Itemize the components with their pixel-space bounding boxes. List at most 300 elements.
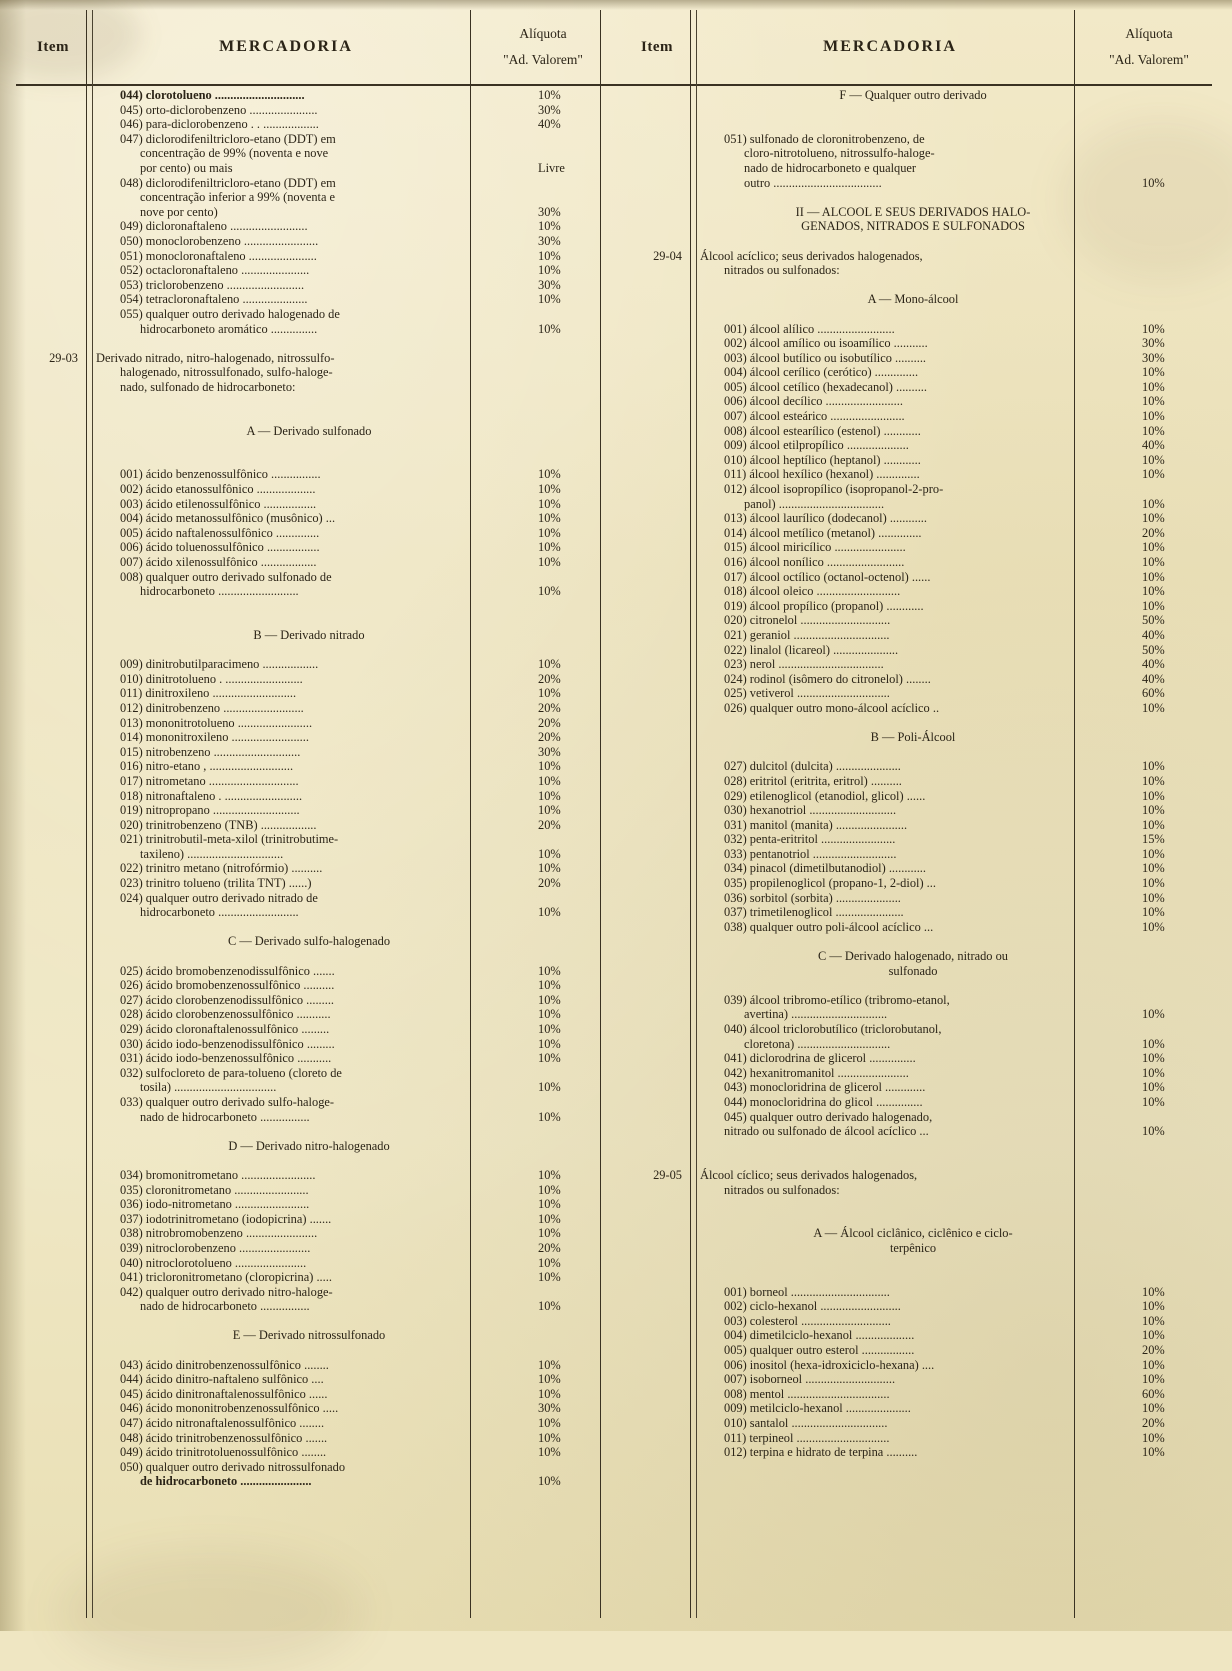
- table-row: [16, 161, 612, 176]
- row-spacer: [16, 599, 612, 614]
- row-rate: 10%: [1142, 1372, 1165, 1387]
- row-description: 026) ácido bromobenzenossulfônico ..........: [120, 978, 335, 993]
- row-rate: 10%: [1142, 321, 1165, 336]
- table-row: [16, 1358, 612, 1373]
- row-spacer: [16, 949, 612, 964]
- row-rate: 10%: [1142, 1065, 1165, 1080]
- table-row: [620, 1080, 1216, 1095]
- row-rate: 10%: [538, 1270, 561, 1285]
- row-description: 035) propilenoglicol (propano-1, 2-diol) ...: [724, 876, 936, 891]
- row-description: 010) santalol ...............................: [724, 1416, 888, 1431]
- row-rate: 10%: [1142, 1445, 1165, 1460]
- table-row: [16, 745, 612, 760]
- row-rate: 10%: [538, 1080, 561, 1095]
- row-description: 012) terpina e hidrato de terpina ..........: [724, 1445, 918, 1460]
- table-row: [620, 322, 1216, 337]
- table-row: [16, 322, 612, 337]
- row-description: concentração de 99% (noventa e nove: [140, 146, 329, 161]
- row-description: 008) mentol .................................: [724, 1386, 890, 1401]
- row-description: 001) ácido benzenossulfônico ................: [120, 467, 321, 482]
- row-rate: 10%: [538, 1386, 561, 1401]
- row-description: 007) álcool esteárico ........................: [724, 409, 905, 424]
- row-description: 005) álcool cetílico (hexadecanol) ..........: [724, 379, 927, 394]
- table-row: [620, 1168, 1216, 1183]
- row-description: 033) qualquer outro derivado sulfo-haloge-: [120, 1094, 335, 1109]
- row-description: 048) ácido trinitrobenzenossulfônico .......: [120, 1430, 328, 1445]
- row-description: terpênico: [889, 1240, 937, 1255]
- row-description: 010) álcool heptílico (heptanol) ............: [724, 452, 921, 467]
- row-rate: 10%: [1142, 700, 1165, 715]
- table-row: [620, 599, 1216, 614]
- row-rate: 20%: [1142, 525, 1165, 540]
- table-row: [16, 1197, 612, 1212]
- row-rate: 10%: [1142, 1299, 1165, 1314]
- table-row: [16, 1387, 612, 1402]
- row-description: C — Derivado halogenado, nitrado ou: [818, 949, 1008, 964]
- row-description: 014) álcool metílico (metanol) ..............: [724, 525, 922, 540]
- table-row: [620, 205, 1216, 220]
- table-row: [16, 1460, 612, 1475]
- row-description: 014) mononitroxileno .........................: [120, 730, 309, 745]
- table-row: [16, 249, 612, 264]
- row-description: 050) monoclorobenzeno ........................: [120, 233, 319, 248]
- table-row: [16, 292, 612, 307]
- table-row: [16, 555, 612, 570]
- table-row: [16, 759, 612, 774]
- table-row: [620, 832, 1216, 847]
- row-description: 018) nitronaftaleno . .........................: [120, 788, 303, 803]
- row-description: 041) diclorodrina de glicerol ...............: [724, 1051, 916, 1066]
- row-rate: 10%: [1142, 788, 1165, 803]
- row-rate: 10%: [538, 540, 561, 555]
- table-row: [16, 1080, 612, 1095]
- table-row: [16, 1285, 612, 1300]
- table-row: [16, 88, 612, 103]
- row-description: 040) álcool triclorobutílico (triclorobutanol,: [724, 1022, 942, 1036]
- row-description: tosila) .................................: [140, 1080, 277, 1095]
- table-header: [16, 10, 1212, 86]
- table-row: [620, 365, 1216, 380]
- table-row: [620, 613, 1216, 628]
- table-row: [620, 424, 1216, 439]
- row-rate: 10%: [538, 1255, 561, 1270]
- row-rate: 20%: [1142, 1416, 1165, 1431]
- row-description: 031) ácido iodo-benzenossulfônico ...........: [120, 1051, 332, 1066]
- row-description: 024) rodinol (isômero do citronelol) ........: [724, 671, 931, 686]
- table-row: [16, 497, 612, 512]
- table-row: [620, 482, 1216, 497]
- row-description: 028) ácido clorobenzenossulfônico ...........: [120, 1007, 331, 1022]
- table-row: [16, 964, 612, 979]
- row-rate: 10%: [538, 496, 561, 511]
- row-description: 008) qualquer outro derivado sulfonado de: [120, 569, 332, 584]
- table-row: [16, 103, 612, 118]
- row-description: 054) tetracloronaftaleno .....................: [120, 292, 308, 307]
- row-rate: 30%: [538, 1401, 561, 1416]
- row-rate: 10%: [538, 467, 561, 482]
- row-description: 050) qualquer outro derivado nitrossulfonado: [120, 1459, 346, 1474]
- row-rate: 30%: [538, 744, 561, 759]
- row-rate: 10%: [538, 1036, 561, 1051]
- left-column-rows: [16, 88, 612, 1489]
- row-rate: 30%: [1142, 350, 1165, 365]
- row-description: sulfonado: [888, 963, 938, 978]
- row-description: 042) hexanitromanitol .......................: [724, 1065, 909, 1080]
- row-description: 024) qualquer outro derivado nitrado de: [120, 890, 318, 905]
- table-row: [620, 1124, 1216, 1139]
- table-row: [16, 584, 612, 599]
- row-spacer: [620, 234, 1216, 249]
- row-spacer: [16, 336, 612, 351]
- row-rate: 10%: [1142, 555, 1165, 569]
- row-description: 011) dinitroxileno ...........................: [120, 686, 297, 701]
- row-description: B — Derivado nitrado: [253, 627, 365, 642]
- table-row: [620, 1387, 1216, 1402]
- table-row: [16, 278, 612, 293]
- table-row: [16, 1270, 612, 1285]
- row-spacer: [16, 394, 612, 409]
- table-row: [620, 818, 1216, 833]
- row-description: 049) ácido trinitrotoluenossulfônico ........: [120, 1445, 327, 1460]
- row-rate: 10%: [538, 555, 561, 569]
- row-description: 004) ácido metanossulfônico (musônico) ...: [120, 511, 336, 526]
- row-rate: 40%: [1142, 627, 1165, 642]
- row-description: 045) ácido dinitronaftalenossulfônico ......: [120, 1386, 328, 1401]
- row-rate: 10%: [1142, 1430, 1165, 1445]
- row-rate: 20%: [538, 1240, 561, 1255]
- row-description: 038) qualquer outro poli-álcool acíclico ...: [724, 919, 934, 934]
- header-mercadoria-left: MERCADORIA: [219, 38, 353, 55]
- row-rate: 40%: [538, 117, 561, 132]
- row-rate: 10%: [538, 1372, 561, 1387]
- table-row: [16, 1328, 612, 1343]
- row-description: 044) monocloridrina do glicol ...............: [724, 1094, 923, 1109]
- row-rate: 10%: [1142, 1328, 1165, 1343]
- table-row: [16, 716, 612, 731]
- row-rate: 10%: [1142, 1007, 1165, 1022]
- row-rate: 60%: [1142, 686, 1165, 701]
- row-rate: 20%: [538, 817, 561, 832]
- table-row: [16, 570, 612, 585]
- row-item-code: 29-05: [653, 1167, 682, 1182]
- row-rate: 10%: [538, 525, 561, 540]
- row-description: por cento) ou mais: [140, 160, 233, 175]
- row-description: 005) qualquer outro esterol .................: [724, 1343, 915, 1358]
- table-row: [16, 132, 612, 147]
- row-rate: Livre: [538, 160, 565, 175]
- row-rate: 10%: [538, 657, 561, 672]
- row-description: 037) iodotrinitrometano (iodopicrina) .......: [120, 1211, 332, 1226]
- row-rate: 10%: [538, 1226, 561, 1241]
- row-description: D — Derivado nitro-halogenado: [228, 1138, 390, 1153]
- table-row: [16, 1416, 612, 1431]
- row-description: 032) penta-eritritol ........................: [724, 832, 896, 847]
- table-row: [16, 891, 612, 906]
- row-description: 025) vetiverol ..............................: [724, 686, 890, 701]
- row-spacer: [620, 716, 1216, 731]
- table-row: [16, 1226, 612, 1241]
- table-row: [16, 1007, 612, 1022]
- row-description: 003) ácido etilenossulfônico .................: [120, 496, 317, 511]
- row-spacer: [16, 438, 612, 453]
- table-row: [620, 511, 1216, 526]
- row-description: 044) clorotolueno .............................: [120, 88, 305, 102]
- row-spacer: [620, 1153, 1216, 1168]
- row-rate: 10%: [1142, 452, 1165, 467]
- row-description: 036) iodo-nitrometano ........................: [120, 1197, 310, 1212]
- row-description: 043) ácido dinitrobenzenossulfônico ........: [120, 1357, 329, 1372]
- row-rate: 10%: [538, 88, 561, 102]
- row-description: nado de hidrocarboneto ................: [140, 1109, 310, 1124]
- table-row: [620, 1358, 1216, 1373]
- table-row: [16, 482, 612, 497]
- row-rate: 10%: [538, 321, 561, 336]
- row-spacer: [620, 1256, 1216, 1271]
- table-row: [16, 1168, 612, 1183]
- row-rate: 10%: [538, 1109, 561, 1124]
- row-rate: 10%: [538, 978, 561, 993]
- row-description: GENADOS, NITRADOS E SULFONADOS: [801, 219, 1025, 234]
- row-spacer: [620, 1139, 1216, 1154]
- row-rate: 10%: [538, 1197, 561, 1212]
- table-row: [620, 964, 1216, 979]
- row-spacer: [16, 1153, 612, 1168]
- row-description: II — ALCOOL E SEUS DERIVADOS HALO-: [795, 204, 1031, 219]
- row-description: Álcool cíclico; seus derivados halogenados,: [700, 1167, 918, 1182]
- table-row: [16, 1372, 612, 1387]
- table-row: [16, 263, 612, 278]
- table-row: [16, 803, 612, 818]
- table-row: [620, 1299, 1216, 1314]
- row-description: nitrado ou sulfonado de álcool acíclico ...: [724, 1124, 929, 1139]
- row-spacer: [620, 103, 1216, 118]
- table-row: [620, 1416, 1216, 1431]
- row-description: 006) ácido toluenossulfônico .................: [120, 540, 320, 555]
- row-rate: 15%: [1142, 832, 1165, 847]
- row-description: 009) dinitrobutilparacimeno ..................: [120, 657, 319, 672]
- row-rate: 10%: [538, 1430, 561, 1445]
- row-description: 030) ácido iodo-benzenodissulfônico .........: [120, 1036, 335, 1051]
- row-rate: 10%: [1142, 1094, 1165, 1109]
- table-row: [16, 789, 612, 804]
- row-description: F — Qualquer outro derivado: [839, 88, 987, 102]
- row-rate: 10%: [538, 686, 561, 701]
- row-spacer: [620, 978, 1216, 993]
- row-rate: 10%: [538, 1416, 561, 1431]
- header-item-right: Item: [641, 38, 673, 55]
- row-rate: 20%: [1142, 1343, 1165, 1358]
- table-row: [620, 453, 1216, 468]
- table-row: [620, 803, 1216, 818]
- row-rate: 10%: [538, 263, 561, 278]
- table-row: [620, 146, 1216, 161]
- table-row: [16, 628, 612, 643]
- table-row: [16, 1066, 612, 1081]
- table-row: [620, 570, 1216, 585]
- row-rate: 10%: [538, 1051, 561, 1066]
- row-description: 052) octacloronaftaleno ......................: [120, 263, 310, 278]
- row-spacer: [620, 117, 1216, 132]
- row-spacer: [16, 613, 612, 628]
- row-spacer: [620, 1212, 1216, 1227]
- table-row: [620, 1022, 1216, 1037]
- row-description: nitrados ou sulfonados:: [724, 1182, 840, 1197]
- table-row: [16, 540, 612, 555]
- table-row: [16, 511, 612, 526]
- row-description: 007) ácido xilenossulfônico ..................: [120, 555, 317, 569]
- row-rate: 10%: [1142, 1401, 1165, 1416]
- row-spacer: [16, 920, 612, 935]
- table-row: [620, 380, 1216, 395]
- row-rate: 10%: [538, 905, 561, 920]
- row-rate: 20%: [538, 730, 561, 745]
- table-row: [16, 380, 612, 395]
- table-row: [16, 978, 612, 993]
- row-description: de hidrocarboneto .......................: [140, 1474, 312, 1489]
- row-rate: 10%: [1142, 1051, 1165, 1066]
- row-spacer: [620, 307, 1216, 322]
- row-description: 019) álcool propílico (propanol) ............: [724, 598, 924, 613]
- table-row: [16, 1051, 612, 1066]
- row-description: 047) diclorodifeniltricloro-etano (DDT) em: [120, 131, 336, 146]
- row-description: 020) trinitrobenzeno (TNB) ..................: [120, 817, 317, 832]
- row-description: avertina) ...............................: [744, 1007, 888, 1022]
- row-rate: 10%: [1142, 394, 1165, 409]
- row-description: 020) citronelol .............................: [724, 613, 891, 628]
- table-row: [16, 1401, 612, 1416]
- row-spacer: [16, 1343, 612, 1358]
- row-description: 023) trinitro tolueno (trilita TNT) ......): [120, 876, 312, 891]
- row-description: 037) trimetilenoglicol ......................: [724, 905, 904, 920]
- table-row: [620, 1051, 1216, 1066]
- table-row: [16, 467, 612, 482]
- row-description: halogenado, nitrossulfonado, sulfo-haloge-: [120, 365, 333, 380]
- row-rate: 10%: [538, 248, 561, 263]
- row-spacer: [16, 409, 612, 424]
- row-rate: 10%: [1142, 1080, 1165, 1095]
- row-rate: 10%: [1142, 1124, 1165, 1139]
- table-row: [620, 467, 1216, 482]
- row-description: 004) álcool cerílico (cerótico) ..............: [724, 365, 919, 380]
- row-rate: 10%: [538, 584, 561, 599]
- table-row: [620, 1183, 1216, 1198]
- row-rate: 10%: [1142, 1284, 1165, 1299]
- row-description: 005) ácido naftalenossulfônico ..............: [120, 525, 320, 540]
- row-description: 012) dinitrobenzeno ..........................: [120, 700, 304, 715]
- table-row: [620, 176, 1216, 191]
- table-row: [620, 263, 1216, 278]
- table-row: [16, 365, 612, 380]
- row-description: 048) diclorodifeniltricloro-etano (DDT) em: [120, 175, 336, 190]
- row-rate: 10%: [538, 1445, 561, 1460]
- table-row: [620, 394, 1216, 409]
- row-item-code: 29-03: [49, 350, 78, 365]
- row-rate: 60%: [1142, 1386, 1165, 1401]
- row-description: 002) álcool amílico ou isoamílico ...........: [724, 336, 928, 351]
- row-rate: 10%: [538, 1299, 561, 1314]
- row-description: 029) ácido cloronaftalenossulfônico .........: [120, 1022, 330, 1036]
- row-description: 002) ácido etanossulfônico ...................: [120, 482, 316, 497]
- table-row: [620, 1241, 1216, 1256]
- row-rate: 20%: [538, 700, 561, 715]
- row-spacer: [16, 1314, 612, 1329]
- table-row: [620, 336, 1216, 351]
- row-description: 007) isoborneol .............................: [724, 1372, 896, 1387]
- row-rate: 30%: [538, 233, 561, 248]
- row-spacer: [620, 278, 1216, 293]
- table-row: [16, 686, 612, 701]
- tariff-table: [8, 6, 1224, 1618]
- row-description: cloro-nitrotolueno, nitrossulfo-haloge-: [744, 146, 935, 161]
- row-description: Álcool acíclico; seus derivados halogenados,: [700, 248, 923, 263]
- table-row: [620, 847, 1216, 862]
- row-description: 010) dinitrotolueno . .........................: [120, 671, 303, 686]
- row-description: 034) bromonitrometano ........................: [120, 1167, 316, 1182]
- row-rate: 10%: [1142, 817, 1165, 832]
- row-spacer: [620, 190, 1216, 205]
- row-rate: 10%: [538, 963, 561, 978]
- row-spacer: [620, 745, 1216, 760]
- table-row: [16, 672, 612, 687]
- table-row: [16, 1037, 612, 1052]
- row-description: 027) ácido clorobenzenodissulfônico .........: [120, 992, 335, 1007]
- row-spacer: [16, 643, 612, 658]
- table-row: [16, 905, 612, 920]
- row-spacer: [620, 1197, 1216, 1212]
- row-description: 001) borneol ................................: [724, 1284, 890, 1299]
- table-row: [16, 861, 612, 876]
- row-description: 032) sulfocloreto de para-tolueno (cloreto de: [120, 1065, 342, 1080]
- table-row: [620, 657, 1216, 672]
- row-description: E — Derivado nitrossulfonado: [232, 1328, 386, 1343]
- table-row: [620, 949, 1216, 964]
- row-description: 041) tricloronitrometano (cloropicrina) .....: [120, 1270, 332, 1285]
- row-description: 031) manitol (manita) .......................: [724, 817, 908, 832]
- row-description: 021) trinitrobutil-meta-xilol (trinitrobutime-: [120, 832, 339, 847]
- row-description: A — Mono-álcool: [867, 292, 959, 307]
- row-description: 001) álcool alílico .........................: [724, 321, 895, 336]
- row-rate: 10%: [1142, 846, 1165, 861]
- row-description: 016) álcool nonílico .........................: [724, 555, 905, 569]
- row-description: 009) metilciclo-hexanol .....................: [724, 1401, 911, 1416]
- row-description: 027) dulcitol (dulcita) .....................: [724, 759, 901, 774]
- row-rate: 10%: [1142, 467, 1165, 482]
- row-rate: 10%: [538, 511, 561, 526]
- row-description: 034) pinacol (dimetilbutanodiol) ............: [724, 861, 927, 876]
- row-description: A — Álcool ciclânico, ciclênico e ciclo-: [813, 1226, 1013, 1241]
- row-spacer: [620, 934, 1216, 949]
- table-row: [620, 905, 1216, 920]
- row-description: B — Poli-Álcool: [870, 730, 956, 745]
- table-row: [620, 88, 1216, 103]
- row-description: 042) qualquer outro derivado nitro-haloge-: [120, 1284, 333, 1299]
- row-rate: 30%: [1142, 336, 1165, 351]
- table-row: [16, 146, 612, 161]
- row-description: 022) trinitro metano (nitrofórmio) ..........: [120, 861, 323, 876]
- table-row: [620, 219, 1216, 234]
- row-description: 022) linalol (licareol) .....................: [724, 642, 899, 657]
- row-description: nove por cento): [140, 204, 218, 219]
- table-row: [16, 1095, 612, 1110]
- row-description: 012) álcool isopropílico (isopropanol-2-pro-: [724, 482, 944, 497]
- table-row: [16, 774, 612, 789]
- table-row: [16, 1299, 612, 1314]
- header-mercadoria-right: MERCADORIA: [823, 38, 957, 55]
- row-rate: 10%: [1142, 598, 1165, 613]
- table-row: [16, 1474, 612, 1489]
- row-description: hidrocarboneto aromático ...............: [140, 321, 318, 336]
- row-description: nado de hidrocarboneto e qualquer: [744, 160, 917, 175]
